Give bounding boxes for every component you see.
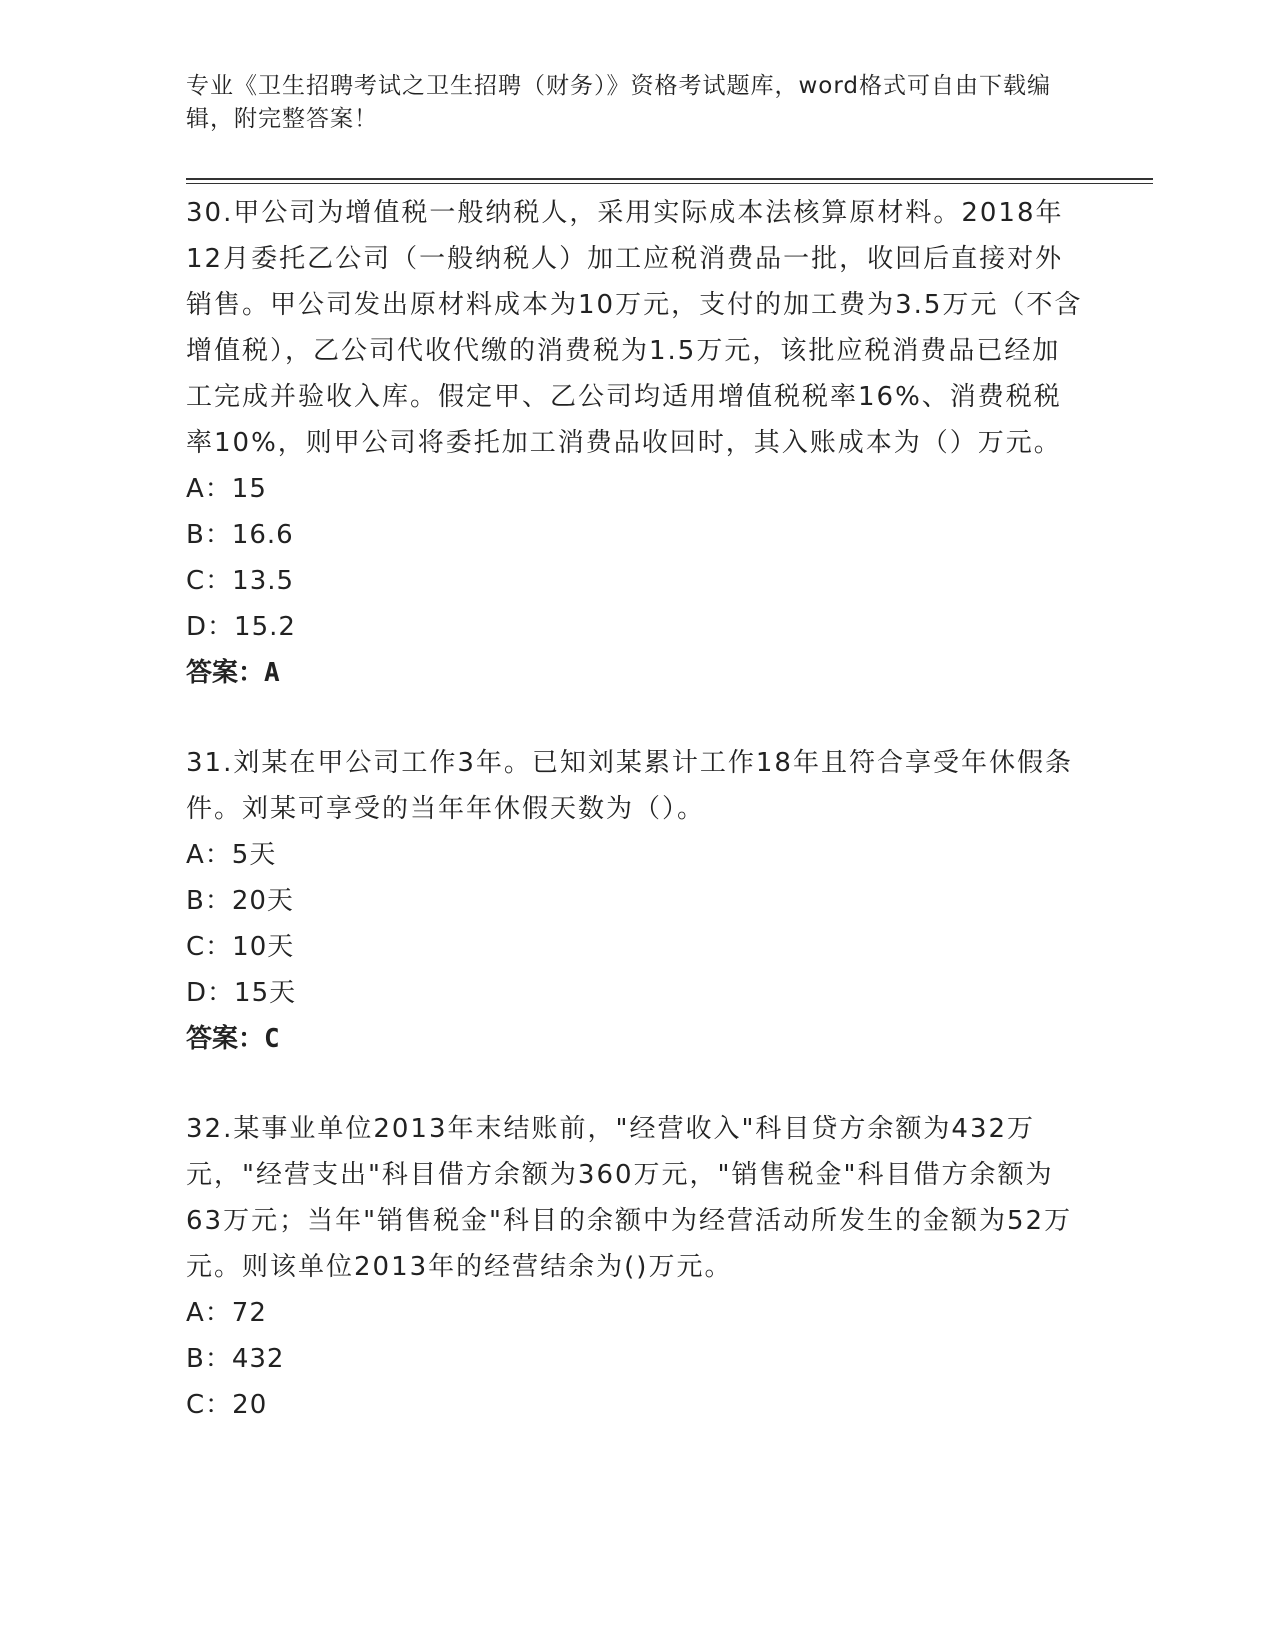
option-a: A：15 [186, 474, 267, 504]
question-stem: 32.某事业单位2013年末结账前，"经营收入"科目贷方余额为432万元，"经营支出"科目借方余额为360万元，"销售税金"科目借方余额为63万元；当年"销售税金"科目的余额中为经营活动所发生的金额为52万元。则该单位2013年的经营结余为()万元。 [186, 1114, 1073, 1282]
answer-line [186, 1016, 1086, 1062]
option-c: C：10天 [186, 932, 295, 962]
option-a: A：72 [186, 1298, 267, 1328]
question-31 [186, 740, 1086, 1062]
answer-label: 答案： [186, 1024, 265, 1054]
document-header: 专业《卫生招聘考试之卫生招聘（财务）》资格考试题库，word格式可自由下载编辑，附完整答案！ [186, 73, 1052, 132]
option-c: C：13.5 [186, 566, 295, 596]
answer-value: A [264, 658, 280, 688]
option-b: B：432 [186, 1344, 285, 1374]
option-d: D：15天 [186, 978, 297, 1008]
header-divider-thick [186, 178, 1153, 180]
answer-line [186, 650, 1086, 696]
option-b: B：16.6 [186, 520, 294, 550]
question-stem: 30.甲公司为增值税一般纳税人，采用实际成本法核算原材料。2018年12月委托乙公司（一般纳税人）加工应税消费品一批，收回后直接对外销售。甲公司发出原材料成本为10万元，支付的加工费为3.5万元（不含增值税），乙公司代收代缴的消费税为1.5万元，该批应税消费品已经加工完成并验收入库。假定甲、乙公司均适用增值税税率16%、消费税税率10%，则甲公司将委托加工消费品收回时，其入账成本为（）万元。 [186, 198, 1083, 458]
question-30 [186, 190, 1086, 696]
option-a: A：5天 [186, 840, 277, 870]
answer-label: 答案： [186, 658, 265, 688]
answer-value: C [264, 1024, 280, 1054]
question-list [186, 190, 1086, 1472]
question-32 [186, 1106, 1086, 1428]
question-stem: 31.刘某在甲公司工作3年。已知刘某累计工作18年且符合享受年休假条件。刘某可享受的当年年休假天数为（）。 [186, 748, 1073, 824]
option-d: D：15.2 [186, 612, 296, 642]
header-divider-thin [186, 183, 1153, 184]
option-c: C：20 [186, 1390, 268, 1420]
option-b: B：20天 [186, 886, 294, 916]
